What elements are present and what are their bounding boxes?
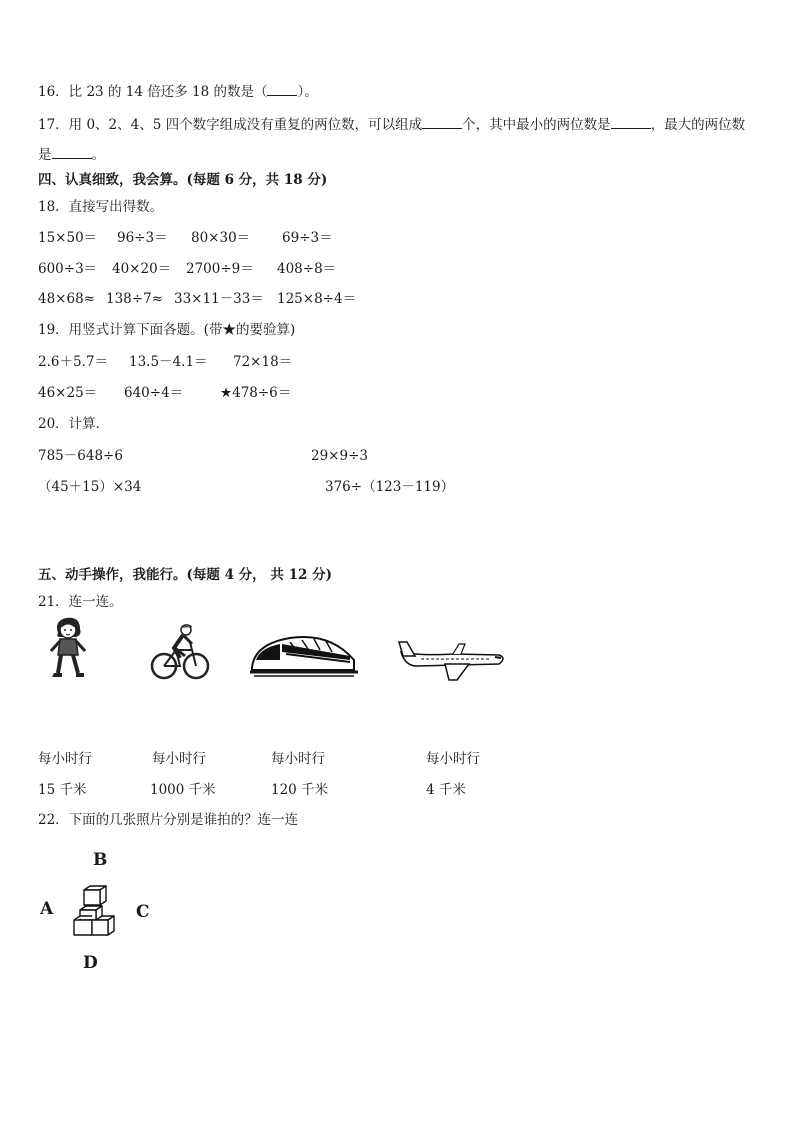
speed-label: 每小时行 [426,751,480,767]
cube-stack-diagram [72,884,122,940]
q19-item: 13.5－4.1＝ [129,354,208,370]
label-c[interactable]: C [136,902,150,922]
q18-item: 48×68≈ [38,291,95,307]
q18-item: 125×8÷4＝ [277,291,357,307]
answer-blank[interactable] [267,82,297,96]
speed-label: 每小时行 [152,751,206,767]
train-icon[interactable] [250,630,358,680]
q19-item: 46×25＝ [38,385,98,401]
q18-item: 15×50＝ [38,230,98,246]
speed-label: 每小时行 [271,751,325,767]
answer-blank[interactable] [52,145,92,159]
answer-blank[interactable] [611,115,651,129]
q19-item: 72×18＝ [233,354,293,370]
airplane-icon[interactable] [395,640,509,682]
question-21-title: 21．连一连。 [38,594,123,610]
label-a[interactable]: A [40,899,54,919]
q18-item: 2700÷9＝ [186,261,254,277]
q18-item: 80×30＝ [191,230,251,246]
speed-value[interactable]: 4 千米 [426,782,466,798]
speed-label: 每小时行 [38,751,92,767]
q19-item: 640÷4＝ [124,385,184,401]
answer-blank[interactable] [422,115,462,129]
walking-child-icon[interactable] [46,615,90,679]
q20-item: 376÷（123－119） [325,479,455,495]
question-22-title: 22．下面的几张照片分别是谁拍的？连一连 [38,812,299,828]
q19-item: 2.6＋5.7＝ [38,354,108,370]
question-18-title: 18．直接写出得数。 [38,199,164,215]
q20-item: （45＋15）×34 [38,479,142,495]
question-16: 16．比 23 的 14 倍还多 18 的数是（ ）。 [38,84,318,100]
q18-item: 33×11－33＝ [174,291,264,307]
q19-item: ★478÷6＝ [220,385,292,401]
label-d[interactable]: D [83,953,98,973]
q18-item: 40×20＝ [112,261,172,277]
q20-item: 29×9÷3 [311,448,368,464]
cyclist-icon[interactable] [150,622,210,680]
section-5-heading: 五、动手操作，我能行。(每题 4 分， 共 12 分) [38,567,332,583]
speed-value[interactable]: 1000 千米 [150,782,216,798]
q18-item: 408÷8＝ [277,261,337,277]
question-17: 17．用 0、2、4、5 四个数字组成没有重复的两位数，可以组成 个，其中最小的两位数是 ，最大的两位数 [38,117,746,133]
section-4-heading: 四、认真细致，我会算。(每题 6 分，共 18 分) [38,172,328,188]
speed-value[interactable]: 120 千米 [271,782,329,798]
q18-item: 69÷3＝ [282,230,333,246]
q18-item: 138÷7≈ [106,291,163,307]
speed-value[interactable]: 15 千米 [38,782,87,798]
label-b[interactable]: B [93,850,108,870]
q18-item: 96÷3＝ [117,230,168,246]
question-19-title: 19．用竖式计算下面各题。(带★的要验算) [38,322,296,338]
question-20-title: 20．计算． [38,416,110,432]
q18-item: 600÷3＝ [38,261,98,277]
question-17-cont: 是 。 [38,147,105,163]
q20-item: 785－648÷6 [38,448,123,464]
